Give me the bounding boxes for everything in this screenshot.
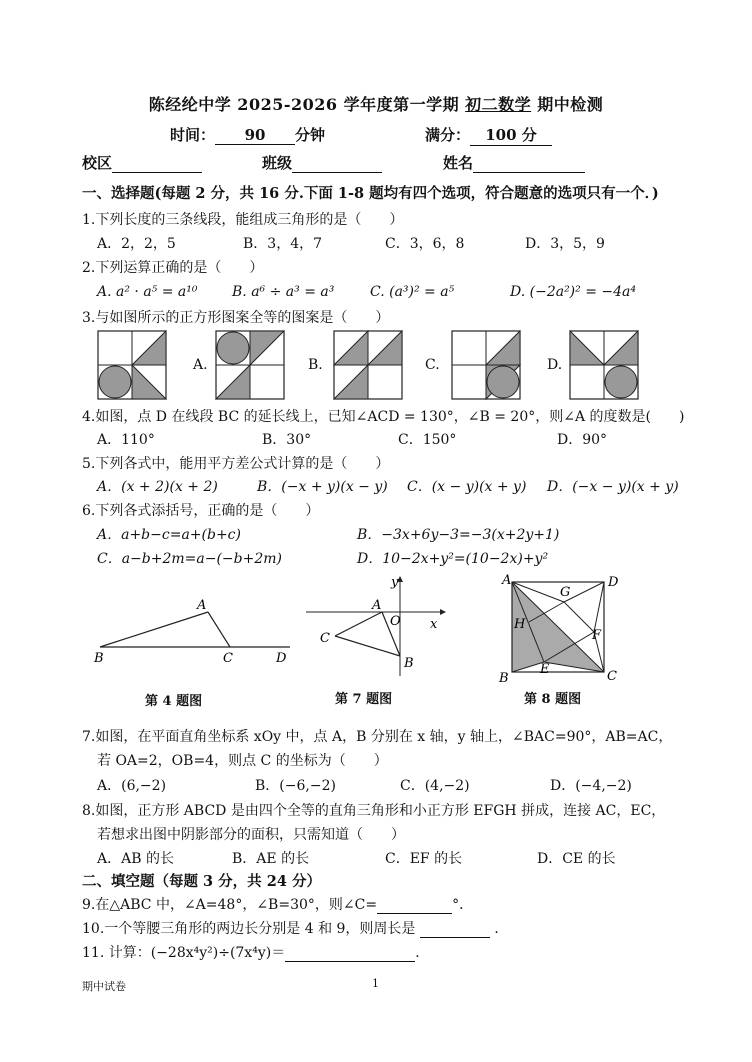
q3-option-c[interactable]: C.	[425, 357, 440, 373]
q7-stem-line2: 若 OA=2，OB=4，则点 C 的坐标为（ ）	[97, 753, 388, 769]
q3-pattern-a[interactable]	[216, 331, 284, 399]
q8-stem-line1: 8.如图，正方形 ABCD 是由四个全等的直角三角形和小正方形 EFGH 拼成，连接 AC，EC，	[82, 803, 666, 819]
q3-pattern-d[interactable]	[570, 331, 638, 399]
q11: 11. 计算：(−28x⁴y²)÷(7x⁴y)＝ ．	[82, 945, 430, 961]
fig8-label-a: A	[502, 573, 512, 588]
name-blank[interactable]	[473, 154, 585, 173]
score-value: 100 分	[470, 124, 552, 146]
fig4-label-d: D	[276, 651, 287, 666]
q4-stem: 4.如图，点 D 在线段 BC 的延长线上，已知∠ACD = 130°，∠B = 20°，则∠A 的度数是( )	[82, 409, 685, 425]
q2-option-a[interactable]: A. a² · a⁵ = a¹⁰	[97, 284, 198, 300]
fig7-label-c: C	[320, 631, 330, 646]
q8-option-b[interactable]: B．AE 的长	[232, 851, 310, 867]
campus-field: 校区	[82, 152, 202, 173]
q9: 9.在△ABC 中，∠A=48°，∠B=30°，则∠C= °．	[82, 897, 474, 913]
q5-option-a[interactable]: A．(x + 2)(x + 2)	[97, 479, 218, 495]
q3-original-pattern	[98, 331, 166, 399]
fig7-label-b: B	[404, 656, 414, 671]
q1-option-c[interactable]: C．3，6，8	[385, 236, 465, 252]
q8-option-d[interactable]: D．CE 的长	[537, 851, 616, 867]
figure-4	[90, 592, 300, 672]
time-value: 90	[215, 126, 295, 145]
fig7-label-y: y	[391, 575, 399, 590]
q6-option-d[interactable]: D．10−2x+y²=(10−2x)+y²	[357, 551, 549, 567]
time-row: 时间： 90 分钟	[170, 126, 326, 144]
q7-option-d[interactable]: D．(−4,−2)	[550, 778, 632, 794]
section-2-heading: 二、填空题（每题 3 分，共 24 分）	[82, 873, 321, 890]
q3-stem: 3.与如图所示的正方形图案全等的图案是（ ）	[82, 310, 390, 326]
q6-stem: 6.下列各式添括号，正确的是（ ）	[82, 503, 320, 519]
fig4-label-b: B	[94, 651, 104, 666]
class-blank[interactable]	[292, 154, 382, 173]
q6-option-a[interactable]: A．a+b−c=a+(b+c)	[97, 527, 241, 543]
figure-4-caption: 第 4 题图	[145, 694, 203, 709]
fig4-label-a: A	[197, 598, 207, 613]
q7-option-b[interactable]: B．(−6,−2)	[255, 778, 336, 794]
q3-pattern-b[interactable]	[334, 331, 402, 399]
q2-stem: 2.下列运算正确的是（ ）	[82, 260, 264, 276]
q6-option-c[interactable]: C．a−b+2m=a−(−b+2m)	[97, 551, 283, 567]
section-1-heading: 一、选择题(每题 2 分，共 16 分.下面 1-8 题均有四个选项，符合题意的选项只有一个．)	[82, 185, 659, 202]
page-title: 陈经纶中学 2025-2026 学年度第一学期 初二数学 期中检测	[148, 95, 604, 114]
subject-name: 初二数学	[465, 95, 532, 114]
figure-7	[300, 574, 450, 679]
fig8-label-c: C	[607, 669, 617, 684]
q4-option-a[interactable]: A．110°	[97, 432, 155, 448]
q8-option-a[interactable]: A．AB 的长	[97, 851, 174, 867]
q7-stem-line1: 7.如图，在平面直角坐标系 xOy 中，点 A，B 分别在 x 轴，y 轴上，∠BAC=90°，AB=AC，	[82, 729, 673, 745]
q2-option-b[interactable]: B. a⁶ ÷ a³ = a³	[232, 284, 335, 300]
fig8-label-b: B	[499, 671, 509, 684]
q8-option-c[interactable]: C．EF 的长	[385, 851, 463, 867]
q4-option-c[interactable]: C．150°	[398, 432, 457, 448]
q10: 10.一个等腰三角形的两边长分别是 4 和 9，则周长是 ．	[82, 921, 509, 937]
q4-option-b[interactable]: B．30°	[262, 432, 312, 448]
q3-figures	[96, 329, 670, 401]
q4-option-d[interactable]: D．90°	[557, 432, 608, 448]
score-row: 满分： 100 分	[425, 124, 552, 146]
fig7-label-o: O	[390, 614, 401, 629]
q11-answer-blank[interactable]	[285, 945, 415, 962]
fig7-label-x: x	[430, 617, 438, 632]
q8-stem-line2: 若想求出图中阴影部分的面积，只需知道（ ）	[97, 827, 405, 843]
q5-option-b[interactable]: B．(−x + y)(x − y)	[257, 479, 388, 495]
q1-option-a[interactable]: A．2，2，5	[97, 236, 176, 252]
q7-option-c[interactable]: C．(4,−2)	[400, 778, 470, 794]
figure-7-caption: 第 7 题图	[335, 692, 393, 707]
q3-option-d[interactable]: D.	[547, 357, 563, 373]
fig8-label-e: E	[540, 662, 550, 677]
q7-option-a[interactable]: A．(6,−2)	[97, 778, 167, 794]
fig7-label-a: A	[372, 598, 382, 613]
figure-8	[494, 572, 624, 684]
q1-option-d[interactable]: D．3，5，9	[525, 236, 605, 252]
q5-stem: 5.下列各式中，能用平方差公式计算的是（ ）	[82, 456, 390, 472]
fig4-label-c: C	[223, 651, 233, 666]
q3-pattern-c[interactable]	[452, 331, 520, 399]
q2-option-c[interactable]: C. (a³)² = a⁵	[370, 284, 455, 300]
fig8-label-h: H	[514, 617, 526, 632]
fig8-label-f: F	[592, 628, 602, 643]
q2-option-d[interactable]: D. (−2a²)² = −4a⁴	[510, 284, 636, 300]
fig8-label-g: G	[560, 585, 571, 600]
figure-8-caption: 第 8 题图	[524, 692, 582, 707]
q9-answer-blank[interactable]	[377, 897, 452, 914]
name-field: 姓名	[443, 152, 585, 173]
page-number: 1	[372, 977, 379, 990]
q5-option-c[interactable]: C．(x − y)(x + y)	[407, 479, 527, 495]
class-field: 班级	[262, 152, 382, 173]
campus-blank[interactable]	[112, 154, 202, 173]
footer-label: 期中试卷	[82, 980, 126, 993]
q1-option-b[interactable]: B．3，4，7	[243, 236, 323, 252]
q5-option-d[interactable]: D．(−x − y)(x + y)	[547, 479, 679, 495]
q10-answer-blank[interactable]	[420, 921, 490, 938]
fig8-label-d: D	[608, 575, 619, 590]
q6-option-b[interactable]: B．−3x+6y−3=−3(x+2y+1)	[357, 527, 560, 543]
q3-option-b[interactable]: B.	[308, 357, 323, 373]
q3-option-a[interactable]: A.	[193, 357, 208, 373]
q1-stem: 1.下列长度的三条线段，能组成三角形的是（ ）	[82, 212, 404, 228]
